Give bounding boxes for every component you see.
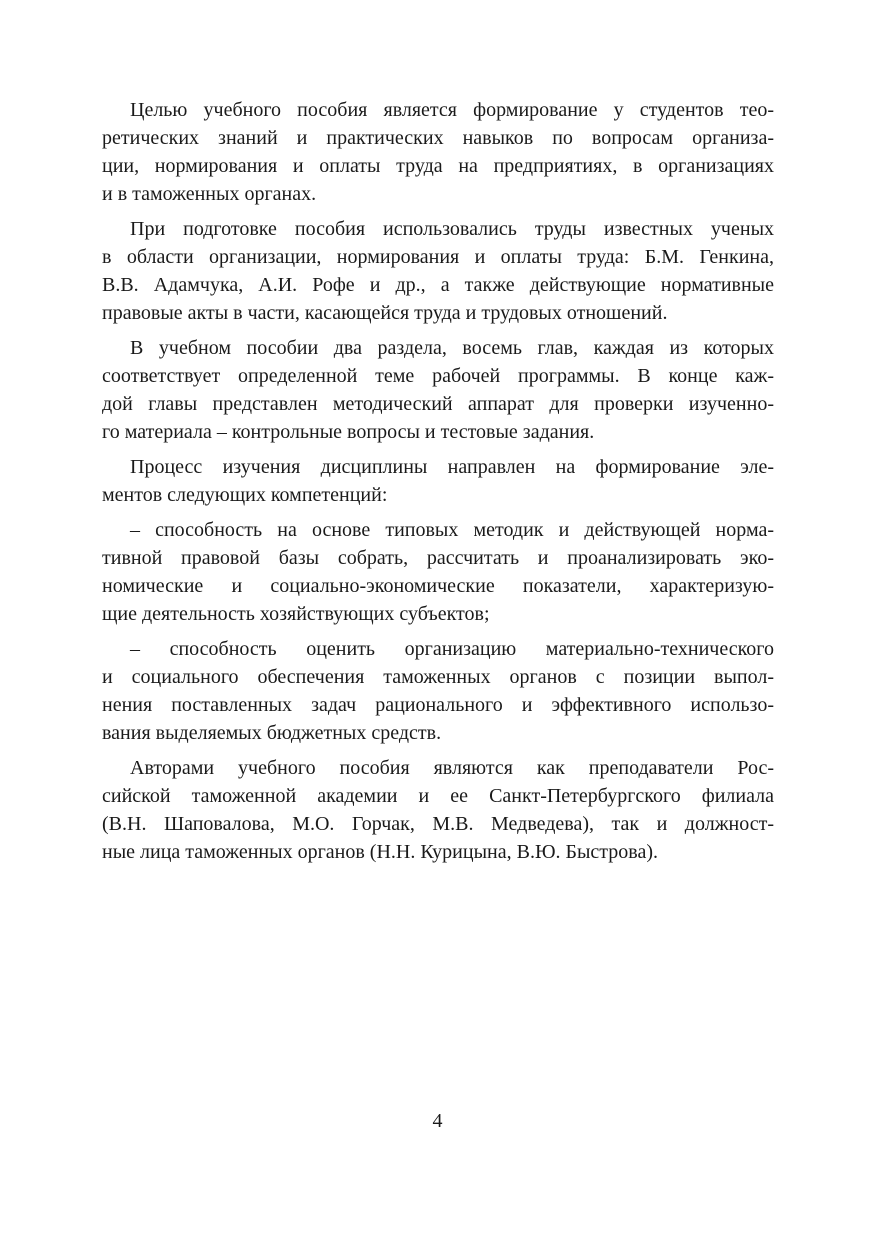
paragraph-sources: [102, 215, 774, 327]
text-line: соответствует определенной теме рабочей программы. В конце каж-: [102, 365, 774, 387]
list-item-competency-2: [102, 635, 774, 747]
body-text: [102, 96, 774, 873]
text-line: нения поставленных задач рационального и эффективного использо-: [102, 694, 774, 716]
text-line: правовые акты в части, касающейся труда и трудовых отношений.: [102, 302, 668, 324]
text-line: сийской таможенной академии и ее Санкт-Петербургского филиала: [102, 785, 774, 807]
list-item-competency-1: [102, 516, 774, 628]
text-line: дой главы представлен методический аппарат для проверки изученно-: [102, 393, 774, 415]
text-line: и в таможенных органах.: [102, 183, 317, 205]
page-number: 4: [432, 1110, 443, 1132]
text-line: ные лица таможенных органов (Н.Н. Курицына, В.Ю. Быстрова).: [102, 841, 659, 863]
text-line: (В.Н. Шаповалова, М.О. Горчак, М.В. Медведева), так и должност-: [102, 813, 774, 835]
text-line: Целью учебного пособия является формирование у студентов тео-: [130, 99, 774, 121]
paragraph-structure: [102, 334, 774, 446]
text-line: При подготовке пособия использовались труды известных ученых: [130, 218, 774, 240]
text-line: ретических знаний и практических навыков по вопросам организа-: [102, 127, 774, 149]
text-line: – способность на основе типовых методик и действующей норма-: [130, 519, 774, 541]
text-line: ции, нормирования и оплаты труда на предприятиях, в организациях: [102, 155, 774, 177]
paragraph-competencies-intro: [102, 453, 774, 509]
text-line: В учебном пособии два раздела, восемь глав, каждая из которых: [130, 337, 774, 359]
text-line: Процесс изучения дисциплины направлен на формирование эле-: [130, 456, 774, 478]
text-line: – способность оценить организацию материально-технического: [130, 638, 774, 660]
text-line: и социального обеспечения таможенных органов с позиции выпол-: [102, 666, 774, 688]
text-line: тивной правовой базы собрать, рассчитать и проанализировать эко-: [102, 547, 774, 569]
text-line: номические и социально-экономические показатели, характеризую-: [102, 575, 774, 597]
text-line: В.В. Адамчука, А.И. Рофе и др., а также действующие нормативные: [102, 274, 774, 296]
text-line: щие деятельность хозяйствующих субъектов;: [102, 603, 490, 625]
text-line: ментов следующих компетенций:: [102, 484, 388, 506]
text-line: вания выделяемых бюджетных средств.: [102, 722, 442, 744]
text-line: Авторами учебного пособия являются как преподаватели Рос-: [130, 757, 774, 779]
text-line: го материала – контрольные вопросы и тестовые задания.: [102, 421, 595, 443]
paragraph-authors: [102, 754, 774, 866]
paragraph-purpose: [102, 96, 774, 208]
text-line: в области организации, нормирования и оплаты труда: Б.М. Генкина,: [102, 246, 774, 268]
